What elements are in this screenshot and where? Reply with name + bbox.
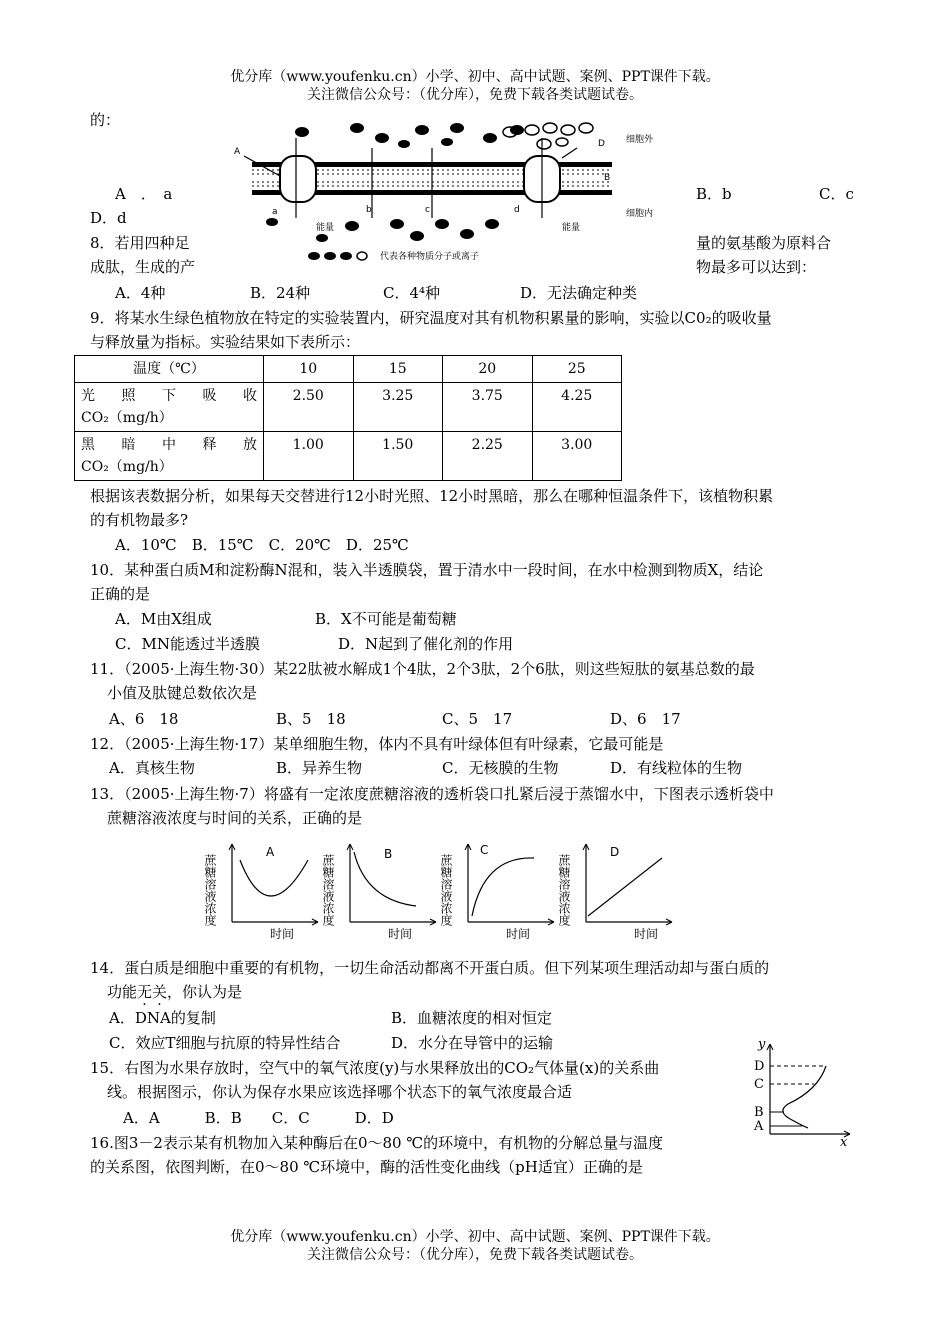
row-label-line-1: 黑 暗 中 释 放 xyxy=(81,437,257,453)
table-row-label xyxy=(75,383,264,432)
table-row-label xyxy=(75,432,264,481)
row-label-line-2: CO₂（mg/h） xyxy=(81,410,173,426)
table-cell: 1.50 xyxy=(353,432,443,481)
q10-option-c: C．MN能透过半透膜 xyxy=(115,635,260,653)
membrane-legend: 代表各种物质分子或离子 xyxy=(380,252,480,262)
q13-graph-c xyxy=(439,843,554,941)
q11-option-c: C、5 17 xyxy=(442,710,513,728)
q13-text-1: 13．（2005·上海生物·7）将盛有一定浓度蔗糖溶液的透析袋口扎紧后浸于蒸馏水中，下图表示透析袋中 xyxy=(90,785,774,803)
q7-option-d: D．d xyxy=(90,209,127,227)
footer-line-1: 优分库（www.youfenku.cn）小学、初中、高中试题、案例、PPT课件下载。 xyxy=(230,1229,720,1245)
table-cell: 3.75 xyxy=(443,383,533,432)
q8-option-d: D．无法确定种类 xyxy=(520,284,638,302)
q7-option-b: B．b xyxy=(696,185,732,203)
q7-option-a: A ． a xyxy=(115,185,173,203)
q13-graph-a xyxy=(203,844,318,941)
q16-text-1: 16.图3－2表示某有机物加入某种酶后在0～80 ℃的环境中，有机物的分解总量与温度 xyxy=(90,1134,664,1152)
q10-text-1: 10．某种蛋白质M和淀粉酶N混和，装入半透膜袋，置于清水中一段时间，在水中检测到物质X，结论 xyxy=(90,561,764,579)
table-header-cell: 10 xyxy=(264,356,354,383)
membrane-diagram xyxy=(232,118,692,268)
header-line-1: 优分库（www.youfenku.cn）小学、初中、高中试题、案例、PPT课件下载。 xyxy=(230,69,720,85)
table-cell: 2.50 xyxy=(264,383,354,432)
q8-text-2: 量的氨基酸为原料合 xyxy=(696,234,832,252)
q11-text-2: 小值及肽键总数依次是 xyxy=(107,684,258,702)
q9-text-2: 与释放量为指标。实验结果如下表所示： xyxy=(90,333,361,351)
q12-option-a: A．真核生物 xyxy=(109,759,195,777)
q9-data-table xyxy=(74,355,622,481)
q14-option-a: A．DNA的复制 xyxy=(109,1009,216,1027)
graph-x-label: 时间 xyxy=(634,927,659,941)
membrane-label-b: b xyxy=(366,205,372,215)
q12-option-d: D．有线粒体的生物 xyxy=(610,759,743,777)
row-label-line-2: CO₂（mg/h） xyxy=(81,459,173,475)
q8-option-b: B．24种 xyxy=(250,284,311,302)
q15-label-D: D xyxy=(754,1059,765,1074)
membrane-inside-label: 细胞内 xyxy=(626,209,654,219)
q14-option-b: B．血糖浓度的相对恒定 xyxy=(391,1009,553,1027)
q16-text-2: 的关系图，依图判断，在0～80 ℃环境中，酶的活性变化曲线（pH适宜）正确的是 xyxy=(90,1158,643,1176)
q11-option-d: D、6 17 xyxy=(610,710,681,728)
q12-text-1: 12．（2005·上海生物·17）某单细胞生物，体内不具有叶绿体但有叶绿素，它最可能是 xyxy=(90,735,664,753)
graph-y-label: 蔗糖溶液浓度 xyxy=(557,854,571,926)
table-header-row xyxy=(75,356,622,383)
q10-option-b: B．X不可能是葡萄糖 xyxy=(315,610,457,628)
row-label-line-1: 光 照 下 吸 收 xyxy=(81,388,257,404)
q13-graph-b xyxy=(321,844,436,941)
q15-label-A: A xyxy=(754,1119,764,1134)
q8-text-4: 物最多可以达到： xyxy=(696,258,817,276)
q15-y-axis: y xyxy=(758,1037,766,1052)
table-cell: 1.00 xyxy=(264,432,354,481)
table-header-cell: 温度（℃） xyxy=(75,356,264,383)
q7-option-c: C．c xyxy=(819,185,854,203)
q9-options: A．10℃ B．15℃ C．20℃ D．25℃ xyxy=(115,536,409,554)
q15-text-2: 线。根据图示，你认为保存水果应该选择哪个状态下的氧气浓度最合适 xyxy=(107,1083,573,1101)
table-cell: 3.00 xyxy=(532,432,622,481)
graph-y-label: 蔗糖溶液浓度 xyxy=(321,854,335,926)
q15-graph xyxy=(748,1038,858,1148)
table-cell: 4.25 xyxy=(532,383,622,432)
q14-text-2-post: ，你认为是 xyxy=(167,983,243,1001)
graph-letter: D xyxy=(610,845,620,859)
q15-label-B: B xyxy=(754,1105,764,1120)
membrane-label-c: c xyxy=(425,205,430,215)
q13-graphs xyxy=(203,840,688,944)
table-cell: 3.25 xyxy=(353,383,443,432)
membrane-energy-1: 能量 xyxy=(316,223,335,233)
q14-option-c: C．效应T细胞与抗原的特异性结合 xyxy=(109,1034,341,1052)
q12-option-b: B．异养生物 xyxy=(276,759,363,777)
q11-option-b: B、5 18 xyxy=(276,710,346,728)
q10-text-2: 正确的是 xyxy=(90,585,151,603)
q8-text-3: 成肽，生成的产 xyxy=(90,258,196,276)
q15-x-axis: x xyxy=(840,1135,848,1150)
q15-text-1: 15．右图为水果存放时，空气中的氧气浓度(y)与水果释放出的CO₂气体量(x)的关系曲 xyxy=(90,1059,660,1077)
q10-option-a: A．M由X组成 xyxy=(115,610,212,628)
graph-letter: C xyxy=(480,843,489,857)
header-line-2: 关注微信公众号：（优分库），免费下载各类试题试卷。 xyxy=(307,87,643,103)
q15-options: A．A B．B C．C D．D xyxy=(123,1109,394,1127)
q14-option-d: D．水分在导管中的运输 xyxy=(391,1034,554,1052)
table-header-cell: 20 xyxy=(443,356,533,383)
q11-option-a: A、6 18 xyxy=(109,710,179,728)
q14-text-2-pre: 功能 xyxy=(107,983,138,1001)
graph-x-label: 时间 xyxy=(506,927,531,941)
q9-after-2: 的有机物最多? xyxy=(90,511,189,529)
membrane-label-D: D xyxy=(598,139,605,149)
table-row xyxy=(75,432,622,481)
table-header-cell: 15 xyxy=(353,356,443,383)
q7-prefix: 的： xyxy=(90,111,121,129)
membrane-label-d: d xyxy=(514,205,520,215)
q11-text-1: 11．（2005·上海生物·30）某22肽被水解成1个4肽，2个3肽，2个6肽，则这些短肽的氨基总数的最 xyxy=(90,660,755,678)
q14-text-2 xyxy=(107,982,242,1002)
membrane-outside-label: 细胞外 xyxy=(626,135,654,145)
q13-graph-d xyxy=(557,844,672,941)
membrane-energy-2: 能量 xyxy=(562,223,581,233)
q13-text-2: 蔗糖溶液浓度与时间的关系，正确的是 xyxy=(107,809,363,827)
q8-text-1: 8．若用四种足 xyxy=(90,234,190,252)
q15-label-C: C xyxy=(754,1077,764,1092)
graph-x-label: 时间 xyxy=(270,927,295,941)
graph-x-label: 时间 xyxy=(388,927,413,941)
q9-after-1: 根据该表数据分析，如果每天交替进行12小时光照、12小时黑暗，那么在哪种恒温条件下，该植物积累 xyxy=(90,487,774,505)
q8-option-a: A．4种 xyxy=(115,284,166,302)
membrane-label-a: a xyxy=(272,207,278,217)
q12-option-c: C．无核膜的生物 xyxy=(442,759,559,777)
membrane-label-A: A xyxy=(234,147,241,157)
membrane-label-B: B xyxy=(604,173,611,183)
footer-line-2: 关注微信公众号：（优分库），免费下载各类试题试卷。 xyxy=(307,1247,643,1263)
table-row xyxy=(75,383,622,432)
q14-text-1: 14．蛋白质是细胞中重要的有机物，一切生命活动都离不开蛋白质。但下列某项生理活动却与蛋白质的 xyxy=(90,959,770,977)
emphasis-char-2: 关 xyxy=(152,983,168,1001)
q8-option-c: C．4⁴种 xyxy=(383,284,441,302)
q9-text-1: 9．将某水生绿色植物放在特定的实验装置内，研究温度对其有机物积累量的影响，实验以C0₂的吸收量 xyxy=(90,309,772,327)
table-cell: 2.25 xyxy=(443,432,533,481)
graph-y-label: 蔗糖溶液浓度 xyxy=(439,854,453,926)
graph-letter: A xyxy=(266,845,275,859)
table-header-cell: 25 xyxy=(532,356,622,383)
graph-letter: B xyxy=(384,847,393,861)
emphasis-char-1: 无 xyxy=(137,983,153,1001)
graph-y-label: 蔗糖溶液浓度 xyxy=(203,854,217,926)
q10-option-d: D．N起到了催化剂的作用 xyxy=(338,635,514,653)
